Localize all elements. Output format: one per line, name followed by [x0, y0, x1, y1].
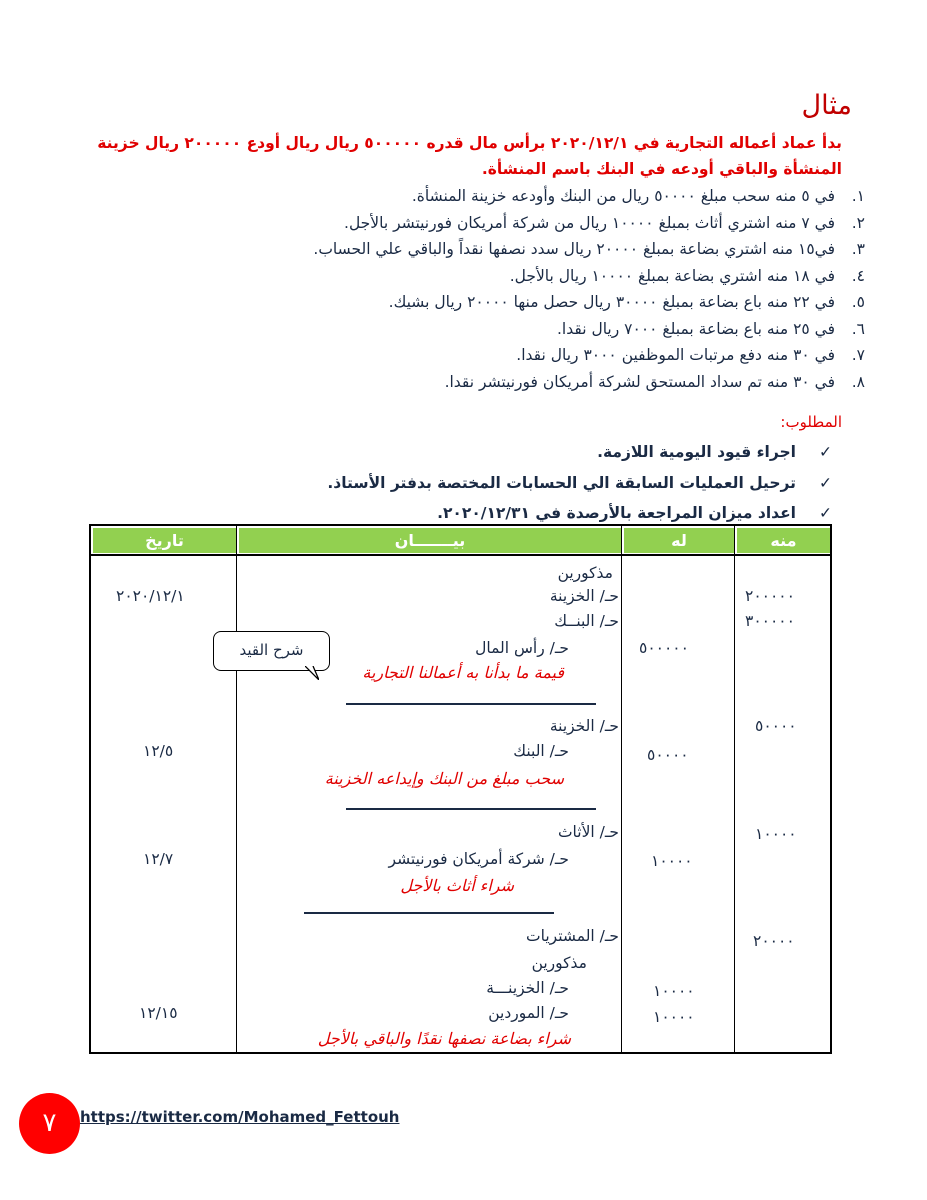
requirement-text: اعداد ميزان المراجعة بالأرصدة في ٢٠٢٠/١٢/٣١.: [437, 504, 796, 522]
entry-line: حـ/ المشتريات: [526, 927, 619, 945]
item-text: في ٣٠ منه دفع مرتبات الموظفين ٣٠٠٠ ريال نقدا.: [516, 346, 835, 364]
item-text: في١٥ منه اشتري بضاعة بمبلغ ٢٠٠٠٠ ريال سدد نصفها نقداً والباقي علي الحساب.: [313, 240, 835, 258]
list-item: [165, 316, 865, 343]
journal-table: [89, 524, 832, 1054]
entry-line: حـ/ الخزينة: [549, 717, 619, 735]
header-divider: [91, 554, 830, 556]
debit-amount: ٥٠٠٠٠: [755, 717, 797, 735]
debit-amount: ١٠٠٠٠: [755, 825, 797, 843]
header-credit: له: [624, 528, 734, 553]
header-description: بيـــــــان: [239, 528, 621, 553]
item-number: ٣.: [851, 240, 865, 258]
entry-separator: [346, 808, 596, 810]
list-item: [165, 369, 865, 396]
entry-date: ١٢/٧: [143, 850, 174, 868]
item-number: ٥.: [851, 293, 865, 311]
item-text: في ٣٠ منه تم سداد المستحق لشركة أمريكان فورنيتشر نقدا.: [444, 372, 835, 391]
column-divider: [236, 526, 238, 1052]
list-item: [165, 210, 865, 237]
entry-line: مذكورين: [531, 954, 587, 972]
credit-amount: ١٠٠٠٠: [651, 852, 693, 870]
entry-date: ١٢/١٥: [139, 1004, 178, 1022]
requirement-text: ترحيل العمليات السابقة الي الحسابات المختصة بدفتر الأستاذ.: [327, 473, 796, 492]
requirement-item: [327, 468, 832, 499]
entry-line: حـ/ البنك: [513, 742, 569, 760]
entry-line: حـ/ البنــك: [554, 612, 619, 630]
item-number: ٢.: [851, 213, 865, 232]
entry-line: حـ/ شركة أمريكان فورنيتشر: [388, 850, 569, 868]
checkmark-icon: ✓: [819, 473, 832, 492]
item-text: في ٧ منه اشتري أثاث بمبلغ ١٠٠٠٠ ريال من شركة أمريكان فورنيتشر بالأجل.: [344, 213, 835, 232]
debit-amount: ٢٠٠٠٠٠: [745, 587, 795, 605]
item-number: ٦.: [851, 319, 865, 338]
entry-note: قيمة ما بدأنا به أعمالنا التجارية: [362, 663, 564, 682]
requirements-list: [327, 437, 832, 529]
list-item: [165, 263, 865, 290]
header-date: تاريخ: [93, 528, 236, 553]
entry-date: ٢٠٢٠/١٢/١: [116, 587, 185, 605]
entry-note: شراء بضاعة نصفها نقدًا والباقي بالأجل: [317, 1029, 571, 1048]
item-number: ٨.: [851, 372, 865, 391]
entry-line: حـ/ الأثاث: [557, 823, 619, 841]
credit-amount: ١٠٠٠٠: [653, 1008, 695, 1026]
item-text: في ٥ منه سحب مبلغ ٥٠٠٠٠ ريال من البنك وأودعه خزينة المنشأة.: [411, 187, 835, 205]
checkmark-icon: ✓: [819, 443, 832, 461]
entry-line: حـ/ الخزينة: [549, 587, 619, 605]
credit-amount: ٥٠٠٠٠٠: [639, 639, 689, 657]
list-item: [165, 183, 865, 210]
explanation-callout: شرح القيد: [213, 631, 330, 671]
entry-line: مذكورين: [557, 564, 613, 582]
entry-separator: [304, 912, 554, 914]
list-item: [165, 236, 865, 263]
entry-line: حـ/ الموردين: [488, 1004, 569, 1022]
item-number: ٧.: [851, 346, 865, 364]
item-text: في ٢٥ منه باع بضاعة بمبلغ ٧٠٠٠ ريال نقدا.: [557, 319, 835, 338]
operations-list: [165, 183, 865, 395]
entry-separator: [346, 703, 596, 705]
debit-amount: ٢٠٠٠٠: [753, 932, 795, 950]
entry-line: حـ/ رأس المال: [475, 639, 569, 657]
requirement-text: اجراء قيود اليومية اللازمة.: [597, 443, 796, 461]
credit-amount: ٥٠٠٠٠: [647, 746, 689, 764]
requirement-item: [327, 437, 832, 468]
debit-amount: ٣٠٠٠٠٠: [745, 612, 795, 630]
column-divider: [734, 526, 736, 1052]
page-number-badge: ٧: [19, 1093, 80, 1154]
required-label: المطلوب:: [780, 413, 842, 431]
item-number: ١.: [851, 187, 865, 205]
entry-note: سحب مبلغ من البنك وإيداعه الخزينة: [324, 769, 564, 788]
list-item: [165, 342, 865, 369]
column-divider: [621, 526, 623, 1052]
entry-note: شراء أثاث بالأجل: [400, 876, 514, 895]
checkmark-icon: ✓: [819, 504, 832, 522]
callout-pointer-icon: [305, 666, 319, 680]
entry-line: حـ/ الخزينـــة: [486, 979, 569, 997]
page-title: مثال: [801, 90, 852, 121]
credit-amount: ١٠٠٠٠: [653, 982, 695, 1000]
item-number: ٤.: [851, 266, 865, 285]
header-debit: منه: [737, 528, 830, 553]
list-item: [165, 289, 865, 316]
entry-date: ١٢/٥: [143, 742, 174, 760]
intro-paragraph: بدأ عماد أعماله التجارية في ٢٠٢٠/١٢/١ برأس مال قدره ٥٠٠٠٠٠ ريال ريال أودع ٢٠٠٠٠٠ ريال خزينة المنشأة والباقي أودعه في البنك باسم المنشأة.: [97, 134, 842, 178]
item-text: في ١٨ منه اشتري بضاعة بمبلغ ١٠٠٠٠ ريال بالأجل.: [509, 266, 835, 285]
twitter-link[interactable]: https://twitter.com/Mohamed_Fettouh: [80, 1108, 400, 1126]
item-text: في ٢٢ منه باع بضاعة بمبلغ ٣٠٠٠٠ ريال حصل منها ٢٠٠٠٠ ريال بشيك.: [388, 293, 835, 311]
